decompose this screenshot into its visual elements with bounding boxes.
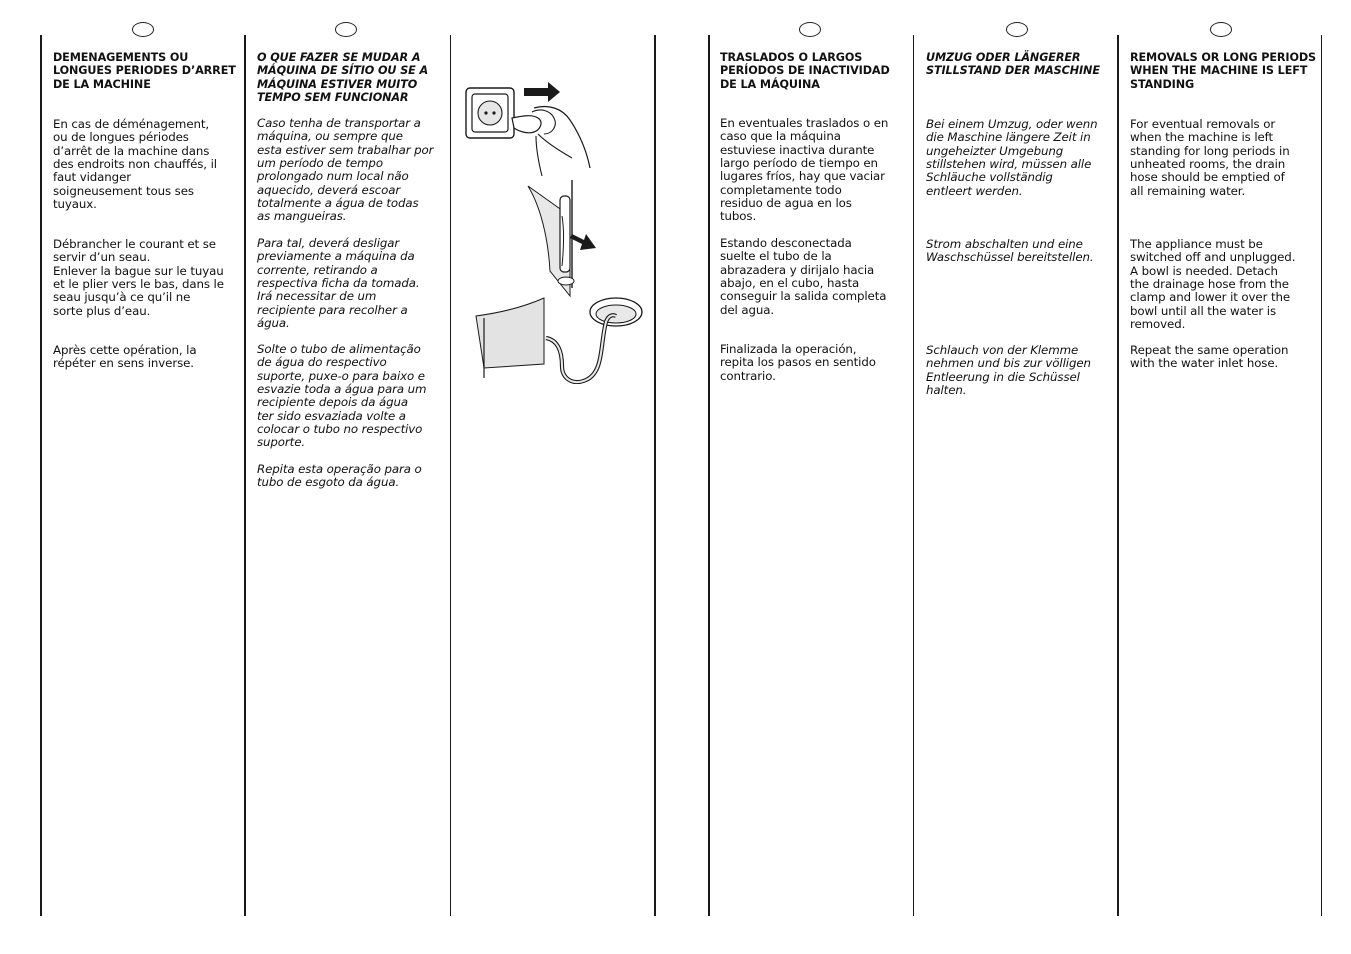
paragraph: For eventual removals or when the machine is left standing for long periods in unheated rooms, the drain hose should be emptied of all remaining water. xyxy=(1130,117,1290,198)
language-marker-es xyxy=(799,22,821,37)
paragraph: En cas de déménagement, ou de longues périodes d’arrêt de la machine dans des endroits non chauffés, il faut vidanger soigneusement tous ses tuyaux. xyxy=(53,117,217,212)
paragraph: The appliance must be switched off and unplugged. A bowl is needed. Detach the drainage hose from the clamp and lower it over the bowl until all the water is removed. xyxy=(1130,237,1296,332)
column-divider xyxy=(913,35,914,916)
column-divider xyxy=(1117,35,1119,916)
column-portuguese xyxy=(257,51,449,490)
drain-bowl-illustration xyxy=(466,294,646,384)
paragraph: En eventuales traslados o en caso que la máquina estuviese inactiva durante largo período de tiempo en lugares fríos, hay que vaciar completamente todo residuo de agua en los tubos. xyxy=(720,116,889,224)
paragraph: Caso tenha de transportar a máquina, ou sempre que esta estiver sem trabalhar por um período de tempo prolongado num local não aquecido, deverá escoar totalmente a água de todas as mangueiras. xyxy=(257,116,434,224)
paragraph: Débrancher le courant et se servir d’un seau. Enlever la bague sur le tuyau et le plier vers le bas, dans le seau jusqu’à ce qu’il ne sorte plus d’eau. xyxy=(53,237,224,318)
paragraph: Finalizada la operación, repita los pasos en sentido contrario. xyxy=(720,342,876,383)
paragraph: Para tal, deverá desligar previamente a máquina da corrente, retirando a respectiva ficha da tomada. Irá necessitar de um recipiente para recolher a água. xyxy=(257,236,420,331)
language-marker-de xyxy=(1006,22,1028,37)
column-french xyxy=(53,51,243,371)
section-heading: REMOVALS OR LONG PERIODS WHEN THE MACHINE IS LEFT STANDING xyxy=(1130,51,1317,91)
column-spanish xyxy=(720,51,912,383)
section-heading: UMZUG ODER LÄNGERER STILLSTAND DER MASCHINE xyxy=(926,51,1100,78)
paragraph: Bei einem Umzug, oder wenn die Maschine längere Zeit in ungeheizter Umgebung stillstehen wird, müssen alle Schläuche vollständig entleert werden. xyxy=(926,117,1098,198)
paragraph: Solte o tubo de alimentação de água do respectivo suporte, puxe-o para baixo e esvazie toda a água para um recipiente depois da água ter sido esvaziada volte a colocar o tubo no respectivo suporte. xyxy=(257,342,427,450)
language-marker-pt xyxy=(335,22,357,37)
column-divider xyxy=(450,35,451,916)
column-english xyxy=(1130,51,1320,371)
section-heading: O QUE FAZER SE MUDAR A MÁQUINA DE SÍTIO OU SE A MÁQUINA ESTIVER MUITO TEMPO SEM FUNCIONAR xyxy=(257,51,429,105)
paragraph: Strom abschalten und eine Waschschüssel bereitstellen. xyxy=(926,237,1094,265)
section-heading: TRASLADOS O LARGOS PERÍODOS DE INACTIVIDAD DE LA MÁQUINA xyxy=(720,51,890,91)
paragraph: Repeat the same operation with the water inlet hose. xyxy=(1130,343,1289,371)
column-divider xyxy=(40,35,42,916)
section-heading: DEMENAGEMENTS OU LONGUES PERIODES D’ARRET DE LA MACHINE xyxy=(53,51,236,91)
paragraph: Schlauch von der Klemme nehmen und bis zur völligen Entleerung in die Schüssel halten. xyxy=(926,343,1091,398)
language-marker-en xyxy=(1210,22,1232,37)
column-divider xyxy=(1321,35,1322,916)
column-divider xyxy=(244,35,246,916)
column-divider xyxy=(708,35,710,916)
language-marker-fr xyxy=(132,22,154,37)
paragraph: Estando desconectada suelte el tubo de la abrazadera y dirijalo hacia abajo, en el cubo, hasta conseguir la salida completa del agua. xyxy=(720,236,887,317)
paragraph: Repita esta operação para o tubo de esgoto da água. xyxy=(257,462,422,490)
unplug-socket-illustration xyxy=(462,78,602,178)
column-german xyxy=(926,51,1116,398)
column-divider xyxy=(654,35,656,916)
paragraph: Après cette opération, la répéter en sens inverse. xyxy=(53,343,197,371)
hose-clamp-illustration xyxy=(520,176,610,301)
